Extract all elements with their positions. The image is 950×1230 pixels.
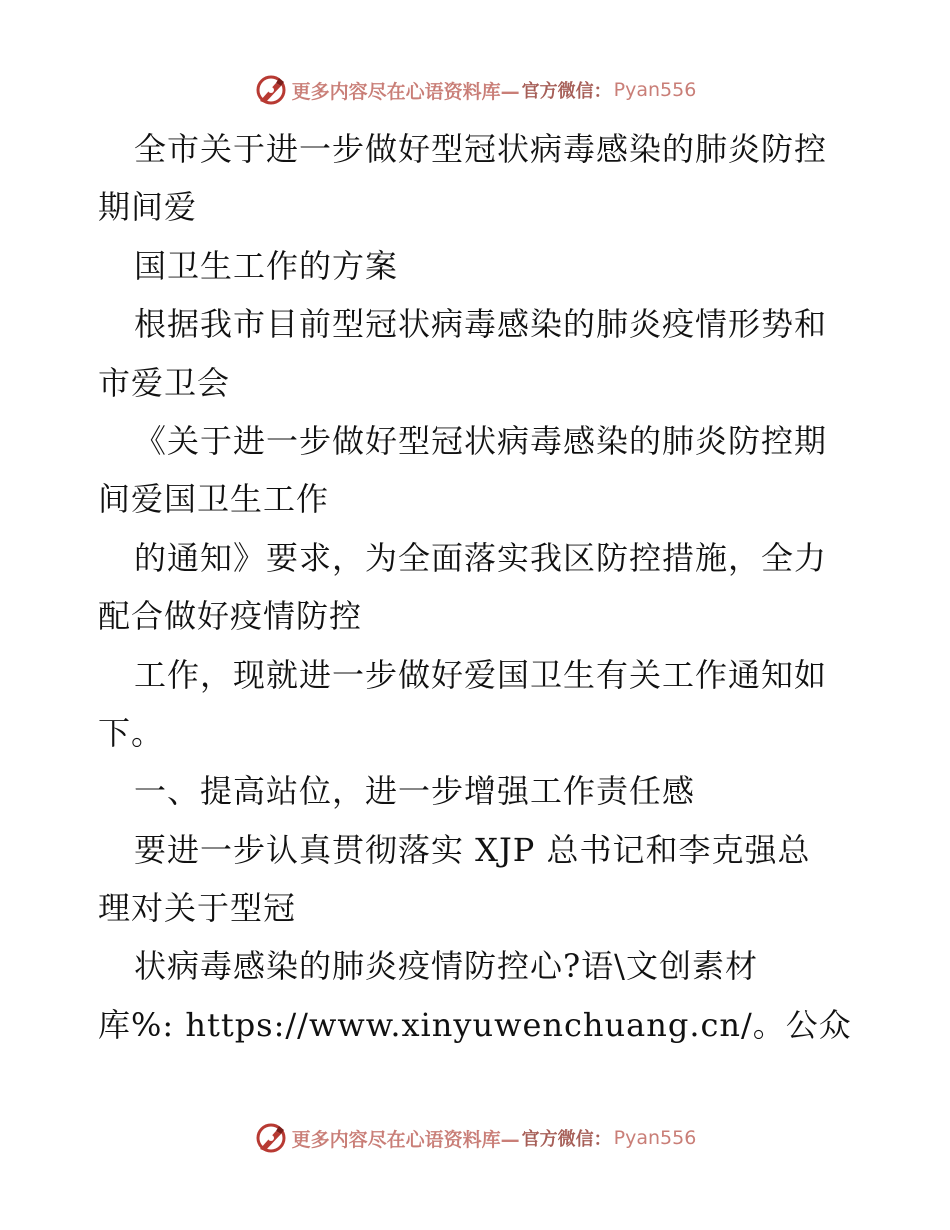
text-line: 状病毒感染的肺炎疫情防控心?语\文创素材	[134, 947, 758, 986]
wechat-id: Pyan556	[613, 79, 697, 101]
pen-circle-logo-icon	[254, 73, 288, 107]
section-heading: 一、提高站位，进一步增强工作责任感	[134, 772, 696, 811]
text-line: 工作，现就进一步做好爱国卫生有关工作通知如	[134, 655, 828, 694]
banner-text: 更多内容尽在心语资料库—	[291, 1128, 520, 1151]
document-body	[98, 120, 858, 1054]
wechat-id: Pyan556	[613, 1127, 697, 1149]
text-line: 库%: https://www.xinyuwenchuang.cn/。公众	[98, 1005, 852, 1044]
pen-circle-logo-icon	[254, 1121, 288, 1155]
wechat-label: 官方微信：	[521, 1129, 612, 1150]
header-banner	[0, 70, 950, 110]
text-line: 下。	[98, 713, 165, 752]
text-line: 国卫生工作的方案	[134, 246, 399, 285]
banner-text: 更多内容尽在心语资料库—	[291, 80, 520, 103]
text-line: 配合做好疫情防控	[98, 597, 363, 636]
text-line: 期间爱	[98, 188, 198, 227]
footer-banner	[0, 1118, 950, 1158]
text-line: 市爱卫会	[98, 363, 231, 402]
text-line: 的通知》要求，为全面落实我区防控措施，全力	[134, 538, 828, 577]
text-line: 《关于进一步做好型冠状病毒感染的肺炎防控期	[134, 421, 828, 460]
text-line: 要进一步认真贯彻落实 XJP 总书记和李克强总	[134, 830, 811, 869]
text-line: 间爱国卫生工作	[98, 480, 330, 519]
text-line: 理对关于型冠	[98, 889, 297, 928]
wechat-label: 官方微信：	[521, 81, 612, 102]
text-line: 全市关于进一步做好型冠状病毒感染的肺炎防控	[134, 130, 828, 168]
text-line: 根据我市目前型冠状病毒感染的肺炎疫情形势和	[134, 305, 828, 344]
